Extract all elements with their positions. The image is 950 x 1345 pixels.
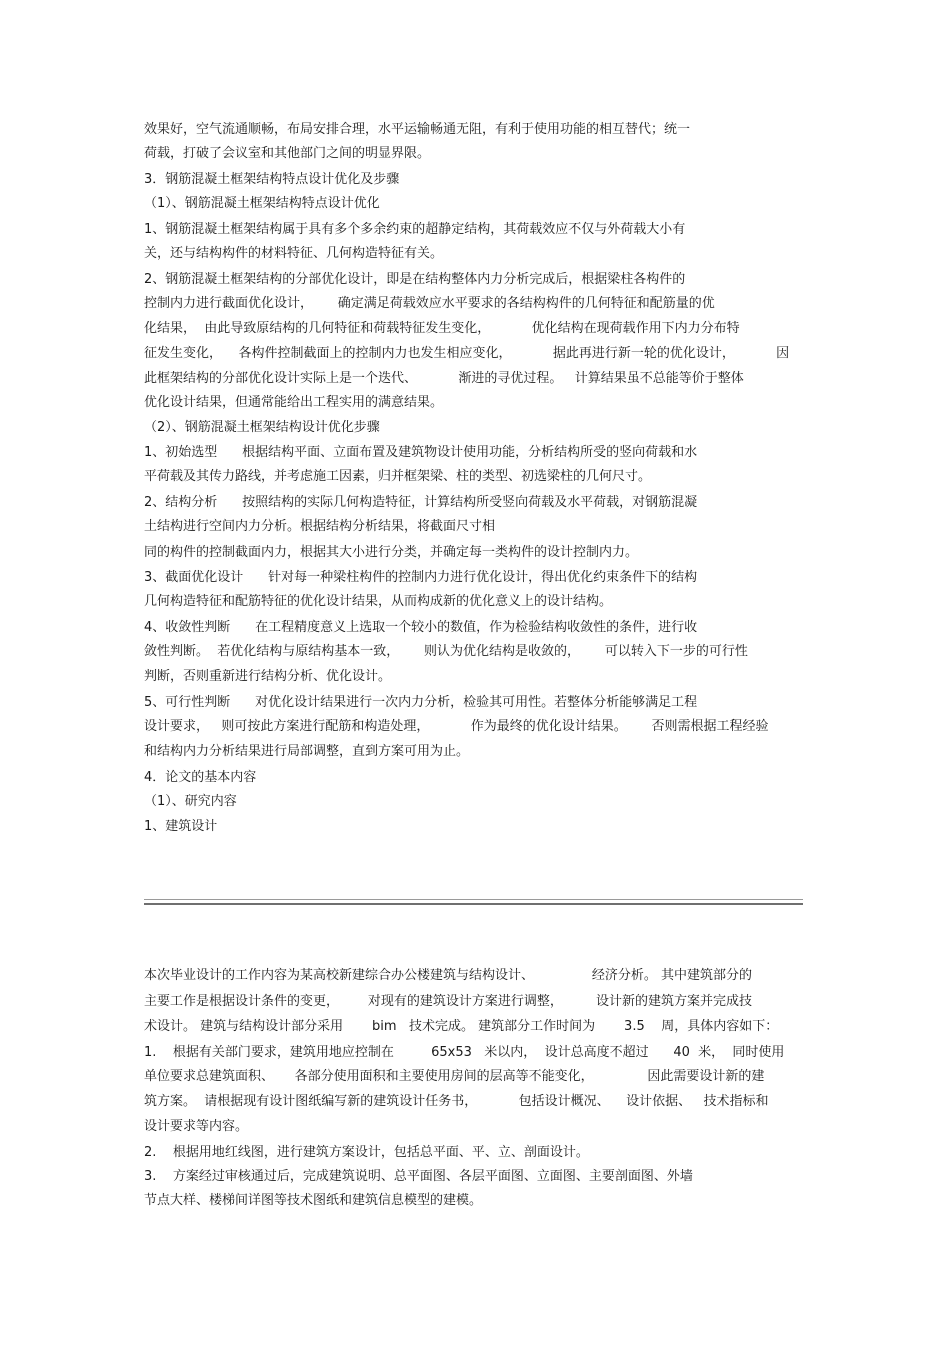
text-line: 3. 方案经过审核通过后，完成建筑说明、总平面图、各层平面图、立面图、主要剖面图、外墙 <box>144 1169 693 1184</box>
text-line: 此框架结构的分部优化设计实际上是一个迭代、 渐进的寻优过程。 计算结果虽不总能等价于整体 <box>144 371 744 386</box>
text-line: 节点大样、楼梯间详图等技术图纸和建筑信息模型的建模。 <box>144 1193 483 1208</box>
text-line: 2、结构分析 按照结构的实际几何构造特征，计算结构所受竖向荷载及水平荷载，对钢筋混凝 <box>144 495 698 510</box>
text-line: 主要工作是根据设计条件的变更， 对现有的建筑设计方案进行调整， 设计新的建筑方案并完成技 <box>144 994 752 1009</box>
subsection-heading: （1）、研究内容 <box>144 794 237 809</box>
text-line: 单位要求总建筑面积、 各部分使用面积和主要使用房间的层高等不能变化， 因此需要设计新的建 <box>144 1069 765 1084</box>
text-line: 征发生变化， 各构件控制截面上的控制内力也发生相应变化， 据此再进行新一轮的优化设计， 因 <box>144 346 790 361</box>
text-line: 筑方案。 请根据现有设计图纸编写新的建筑设计任务书， 包括设计概况、 设计依据、 技术指标和 <box>144 1094 769 1109</box>
text-line: 1、钢筋混凝土框架结构属于具有多个多余约束的超静定结构，其荷载效应不仅与外荷载大小有 <box>144 222 686 237</box>
text-line: 荷载，打破了会议室和其他部门之间的明显界限。 <box>144 146 431 161</box>
text-line: 关，还与结构构件的材料特征、几何构造特征有关。 <box>144 246 444 261</box>
text-line: 5、可行性判断 对优化设计结果进行一次内力分析，检验其可用性。若整体分析能够满足工程 <box>144 695 698 710</box>
text-line: 几何构造特征和配筋特征的优化设计结果，从而构成新的优化意义上的设计结构。 <box>144 594 613 609</box>
text-line: 2. 根据用地红线图，进行建筑方案设计，包括总平面、平、立、剖面设计。 <box>144 1145 589 1160</box>
text-line: 设计要求等内容。 <box>144 1119 249 1134</box>
text-line: 优化设计结果，但通常能给出工程实用的满意结果。 <box>144 395 444 410</box>
subsection-heading: （2）、钢筋混凝土框架结构设计优化步骤 <box>144 420 380 435</box>
subsection-heading: 1、建筑设计 <box>144 819 218 834</box>
text-line: 3、截面优化设计 针对每一种梁柱构件的控制内力进行优化设计，得出优化约束条件下的结构 <box>144 570 698 585</box>
text-line: 1. 根据有关部门要求，建筑用地应控制在 65x53 米以内， 设计总高度不超过 40 米， 同时使用 <box>144 1045 785 1060</box>
page-divider <box>144 899 803 905</box>
text-line: 化结果， 由此导致原结构的几何特征和荷载特征发生变化， 优化结构在现荷载作用下内力分布特 <box>144 321 740 336</box>
text-line: 设计要求， 则可按此方案进行配筋和构造处理， 作为最终的优化设计结果。 否则需根据工程经验 <box>144 719 769 734</box>
text-line: 同的构件的控制截面内力，根据其大小进行分类，并确定每一类构件的设计控制内力。 <box>144 545 639 560</box>
subsection-heading: （1）、钢筋混凝土框架结构特点设计优化 <box>144 196 380 211</box>
text-line: 判断，否则重新进行结构分析、优化设计。 <box>144 669 392 684</box>
text-line: 和结构内力分析结果进行局部调整，直到方案可用为止。 <box>144 744 470 759</box>
text-line: 效果好，空气流通顺畅，布局安排合理，水平运输畅通无阻，有利于使用功能的相互替代；统一 <box>144 122 691 137</box>
text-line: 4、收敛性判断 在工程精度意义上选取一个较小的数值，作为检验结构收敛性的条件，进行收 <box>144 620 698 635</box>
text-line: 控制内力进行截面优化设计， 确定满足荷载效应水平要求的各结构构件的几何特征和配筋量的优 <box>144 296 715 311</box>
text-line: 2、钢筋混凝土框架结构的分部优化设计，即是在结构整体内力分析完成后，根据梁柱各构件的 <box>144 272 686 287</box>
text-line: 本次毕业设计的工作内容为某高校新建综合办公楼建筑与结构设计、 经济分析。 其中建筑部分的 <box>144 968 752 983</box>
section-heading: 3．钢筋混凝土框架结构特点设计优化及步骤 <box>144 172 400 187</box>
text-line: 平荷载及其传力路线，并考虑施工因素，归并框架梁、柱的类型、初选梁柱的几何尺寸。 <box>144 469 652 484</box>
text-line: 敛性判断。 若优化结构与原结构基本一致， 则认为优化结构是收敛的， 可以转入下一步的可行性 <box>144 644 748 659</box>
section-heading: 4．论文的基本内容 <box>144 770 257 785</box>
text-line: 土结构进行空间内力分析。根据结构分析结果，将截面尺寸相 <box>144 519 496 534</box>
text-line: 术设计。 建筑与结构设计部分采用 bim 技术完成。 建筑部分工作时间为 3.5 周，具体内容如下： <box>144 1019 779 1034</box>
text-line: 1、初始选型 根据结构平面、立面布置及建筑物设计使用功能，分析结构所受的竖向荷载和水 <box>144 445 698 460</box>
